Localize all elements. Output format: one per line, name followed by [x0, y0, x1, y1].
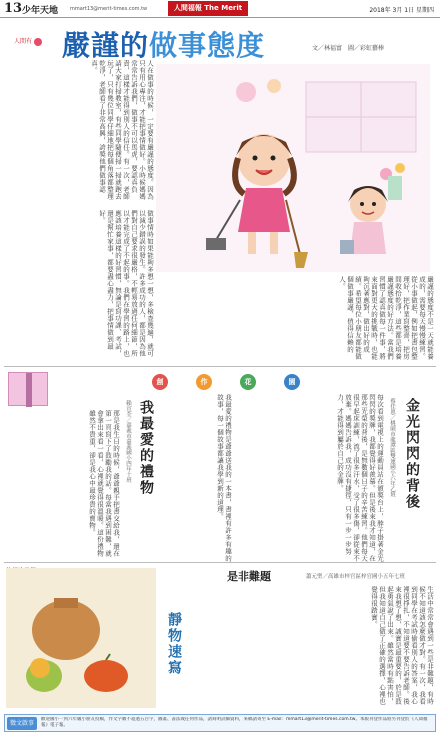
story-author: 賴宣荃／嘉義市嘉義國小四年十班: [125, 400, 131, 483]
corner-char-2: 作: [196, 374, 212, 390]
story-text-block: 每次看到電視上的運動員站在頒獎台上，脖子掛著金光閃閃的獎牌，我都覺得好羨慕。但是後來我才知道，在那些光榮的背後，是無數個日子的辛苦練習。他們每天很早起床訓練，流了很多汗水，受了很多傷，卻從來不放棄。媽媽告訴我，成功沒有捷徑，只有一步一步努力，才能得到屬於自己的金牌。: [336, 394, 384, 562]
corner-char-4: 園: [284, 374, 300, 390]
article-text-block: 做事情時如果能夠多想一想，多檢查幾遍，就可以減少錯誤的發生。許多成功的人，都是因為他們對自己要求很嚴格，不輕易放過任何細節，所以才能完成了不起的事。我們在學習的路上，也應該培養這樣的好習慣，無論是寫功課、考試，還是幫忙家事，都要盡心盡力，把事情做到最好。: [98, 210, 154, 357]
notice-tag: 徵文啟事: [7, 717, 37, 730]
creative-corner-banner: [120, 372, 340, 392]
page-number: 13: [4, 1, 23, 16]
issue-date: 2018年 3月 1日 星期四: [369, 7, 434, 14]
feature-title-rest: 做事態度: [149, 29, 266, 62]
feature-byline: 文／林福富 圖／彩虹藝棒: [312, 45, 385, 52]
gift-icon: [8, 372, 48, 406]
feature-title: [62, 24, 265, 64]
story-author: 蔡佳恩／桃園市龍潭區雙連國小六年乙班: [389, 398, 395, 497]
column-tag: [14, 36, 42, 46]
notice-text: 歡迎國小一到六年級小朋友投稿，作文字數不超過五百字，圖畫、書法或任何作品，請寫明詳細資料，來稿請寄至 E-mail：mmart13@merit-times.com.tw。本版刊登作品將另刊登於《人間福報》電子報。: [41, 717, 428, 728]
article-text-block: 人在做事的時候，一定要有嚴謹的態度。因為只有用心專注，才能把事情做好。小時候媽媽常常告訴我們，做事不可以馬虎，要認真負責，這樣才能得到別人的信任。有一次，老師請大家打掃教室，有些同學隨便掃一掃就跑去玩了，只有幾位同學仔細地把每個角落都整理乾淨，老師看了非常高興，誇獎他們做事認真。: [90, 60, 154, 200]
section-name: 少年天地: [22, 6, 59, 16]
page-header: [0, 0, 440, 27]
story-title: 我最愛的禮物: [138, 400, 154, 496]
contribution-notice: [4, 714, 436, 732]
newspaper-logo: 人間福報 The Merit Times: [168, 1, 248, 16]
story-text-block: 生活中常常會遇到一些是非難題，有時候不知道該怎麼做才對。有一次，我看到同學在考試時偷看別人的答案，我心裡很掙扎，不知道要不要告訴老師。後來我想了想，誠實是最重要的，於是鼓起勇氣說了出來。雖然當時有點害怕，但我知道自己做了正確的選擇，心裡也覺得很踏實。: [370, 586, 434, 705]
corner-char-1: 創: [152, 374, 168, 390]
story-title: 是非難題: [227, 570, 271, 583]
column-tag-label: 人間有: [14, 38, 33, 45]
story-title: 金光閃閃的背後: [404, 398, 420, 510]
section-divider: [4, 562, 436, 563]
section-email: mmart13@merit-times.com.tw: [70, 6, 148, 12]
sketch-title: 靜物速寫: [166, 612, 182, 676]
cleaning-children-illustration: [156, 64, 430, 272]
heart-icon: [34, 38, 42, 46]
corner-char-3: 花: [240, 374, 256, 390]
story-author: 蕭元聖／高雄市梓官區梓官國小五年七班: [306, 574, 406, 580]
feature-title-bold: 嚴謹的: [62, 29, 150, 62]
feature-illustration: [156, 64, 430, 272]
section-divider: [4, 366, 436, 367]
story-text-block: 我最愛的禮物是爺爺送我的一本書，書裡有許多有趣的故事，每一個故事都讓我學到新的道理。: [216, 394, 232, 562]
story-text-block: 那是我生日的時候，爺爺親手把書交給我，還在第一頁寫下了鼓勵我的話。每當我遇到困難，就會拿出來看一看，心裡就覺得很溫暖。這份禮物雖然不貴重，卻是我心中最珍貴的寶物。: [88, 410, 120, 557]
article-text-block: 嚴謹的態度不是一天就能養成的，需要每天慢慢練習。從小事做起，例如把書包整理好，把作業寫整齊，把房間收拾乾淨，這些都是培養嚴謹態度的好方法。當我們習慣了認真做每一件事，將來面對更大的挑戰時，也能夠沉著應對，做出好的成績。希望每位小朋友都能做個做事嚴謹、值得信賴的人。: [338, 276, 434, 360]
